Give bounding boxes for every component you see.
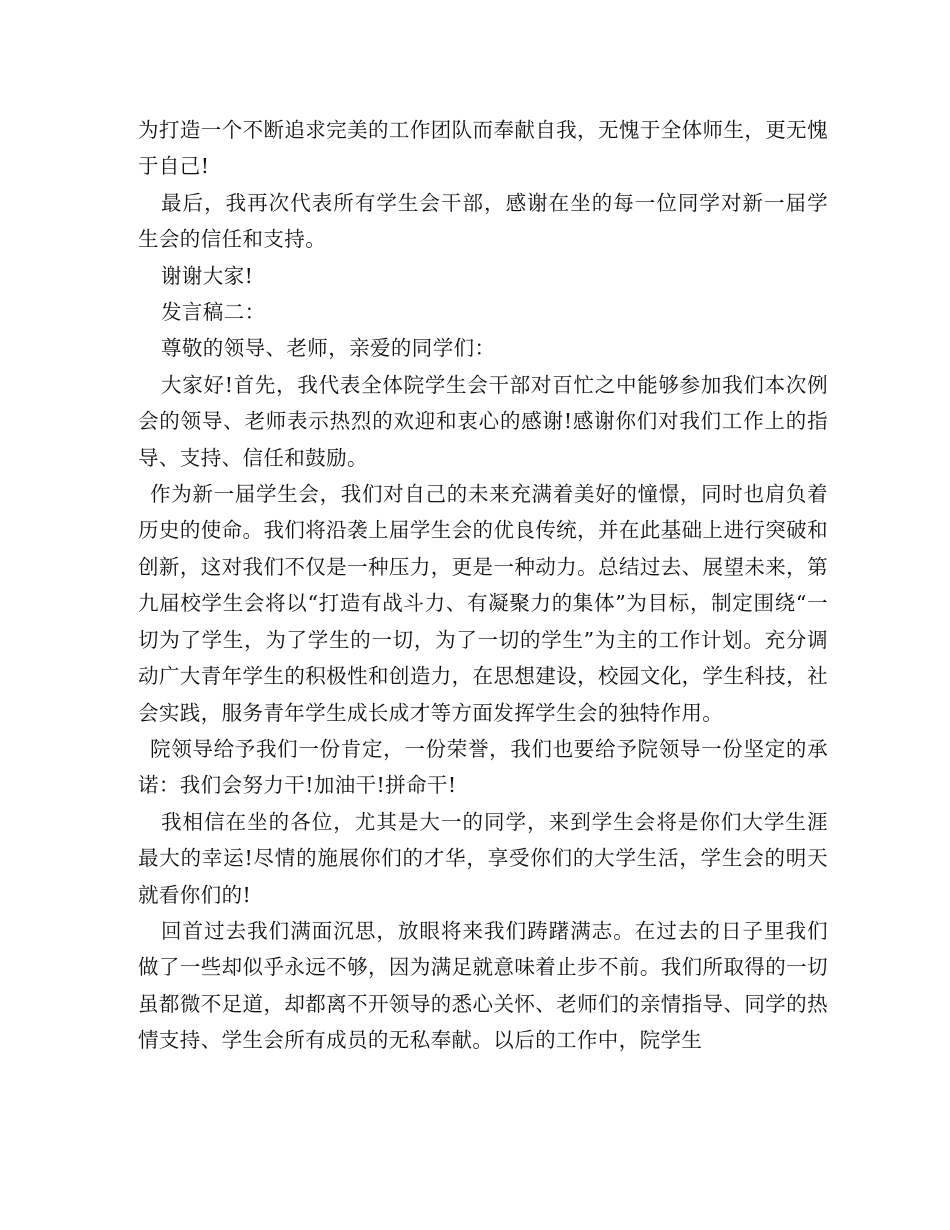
paragraph-thank-you: 谢谢大家! [161, 263, 254, 288]
document-body [138, 112, 828, 1059]
paragraph-review: 回首过去我们满面沉思，放眼将来我们踌躇满志。在过去的日子里我们做了一些却似乎永远不够，因为满足就意味着止步不前。我们所取得的一切虽都微不足道，却都离不开领导的悉心关怀、老师们的亲情指导、同学的热情支持、学生会所有成员的无私奉献。以后的工作中，院学生 [138, 918, 828, 1053]
paragraph-new-council: 作为新一届学生会，我们对自己的未来充满着美好的憧憬，同时也肩负着历史的使命。我们将沿袭上届学生会的优良传统，并在此基础上进行突破和创新，这对我们不仅是一种压力，更是一种动力。总结过去、展望未来，第九届校学生会将以“打造有战斗力、有凝聚力的集体”为目标，制定围绕“一切为了学生，为了学生的一切，为了一切的学生”为主的工作计划。充分调动广大青年学生的积极性和创造力，在思想建设，校园文化，学生科技，社会实践，服务青年学生成长成才等方面发挥学生会的独特作用。 [138, 482, 828, 725]
paragraph-freshmen: 我相信在坐的各位，尤其是大一的同学，来到学生会将是你们大学生涯最大的幸运!尽情的施展你们的才华，享受你们的大学生活，学生会的明天就看你们的! [138, 809, 828, 907]
paragraph-salutation: 尊敬的领导、老师，亲爱的同学们： [161, 336, 496, 361]
paragraph-greeting: 大家好!首先，我代表全体院学生会干部对百忙之中能够参加我们本次例会的领导、老师表示热烈的欢迎和衷心的感谢!感谢你们对我们工作上的指导、支持、信任和鼓励。 [138, 372, 828, 470]
paragraph-closing-thanks: 最后，我再次代表所有学生会干部，感谢在坐的每一位同学对新一届学生会的信任和支持。 [138, 190, 828, 252]
paragraph-continuation: 为打造一个不断追求完美的工作团队而奉献自我，无愧于全体师生，更无愧于自己! [138, 118, 828, 179]
paragraph-commitment: 院领导给予我们一份肯定，一份荣誉，我们也要给予院领导一份坚定的承诺：我们会努力干!加油干!拼命干! [138, 736, 828, 798]
section-heading-speech-two: 发言稿二： [161, 300, 266, 325]
